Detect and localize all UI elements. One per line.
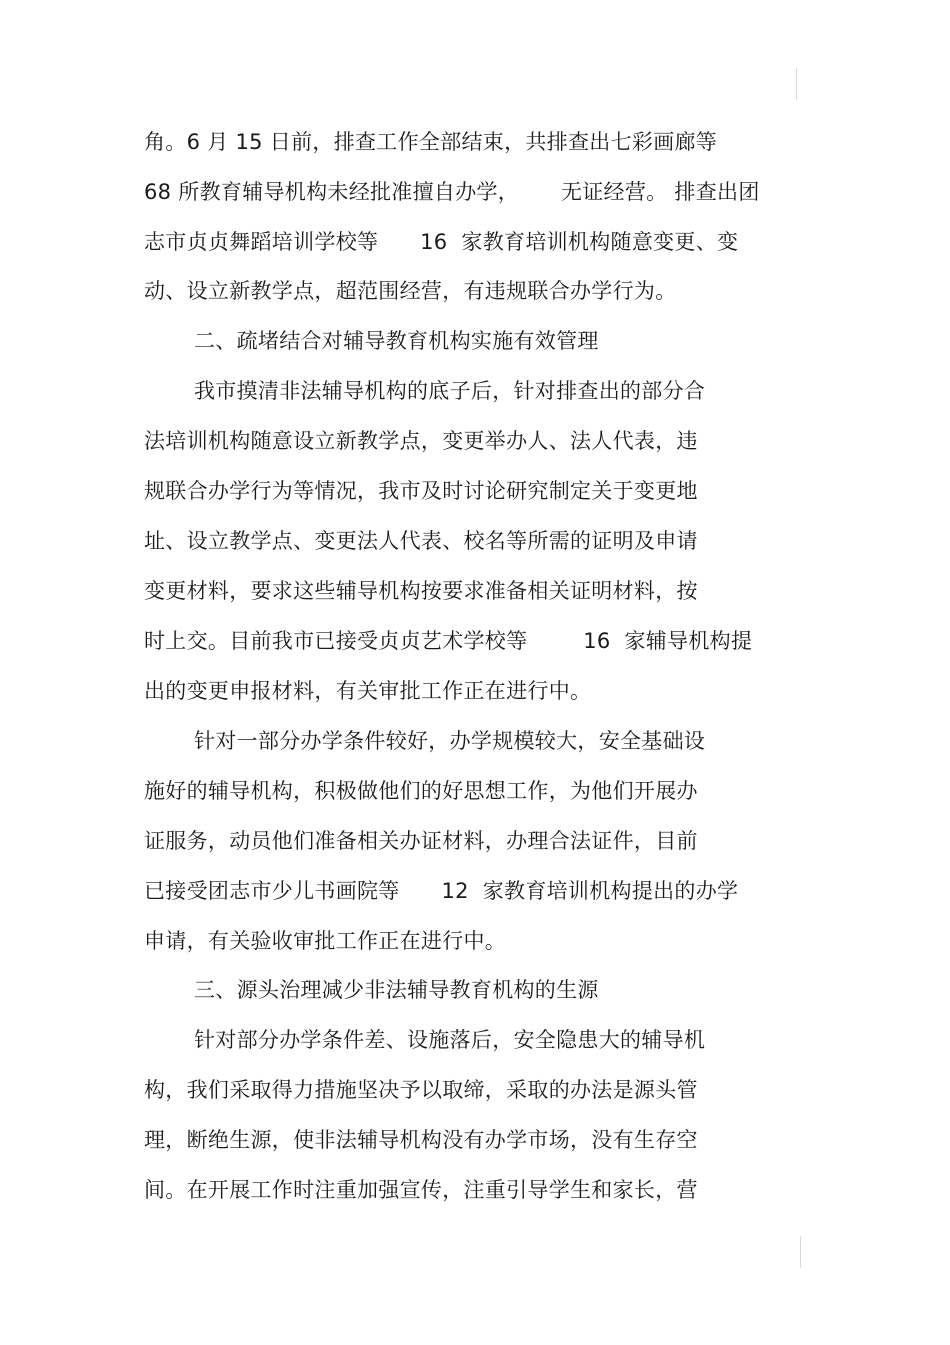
text-line: 规联合办学行为等情况，我市及时讨论研究制定关于变更地 (144, 479, 698, 503)
text-line: 构，我们采取得力措施坚决予以取缔，采取的办法是源头管 (144, 1078, 698, 1102)
text-line: 出的变更申报材料，有关审批工作正在进行中。 (144, 679, 592, 703)
text-line: 志市贞贞舞蹈培训学校等 16 家教育培训机构随意变更、变 (144, 230, 739, 254)
text-line: 理，断绝生源，使非法辅导机构没有办学市场，没有生存空 (144, 1128, 698, 1152)
text-line: 68 所教育辅导机构未经批准擅自办学， 无证经营。 排查出团 (144, 180, 760, 204)
text-line: 针对部分办学条件差、设施落后，安全隐患大的辅导机 (194, 1028, 706, 1052)
text-line: 已接受团志市少儿书画院等 12 家教育培训机构提出的办学 (144, 879, 739, 903)
text-line: 变更材料，要求这些辅导机构按要求准备相关证明材料，按 (144, 579, 698, 603)
text-line: 时上交。目前我市已接受贞贞艺术学校等 16 家辅导机构提 (144, 629, 753, 653)
text-line: 施好的辅导机构，积极做他们的好思想工作，为他们开展办 (144, 779, 698, 803)
text-line: 我市摸清非法辅导机构的底子后，针对排查出的部分合 (194, 379, 706, 403)
text-line: 针对一部分办学条件较好，办学规模较大，安全基础设 (194, 729, 706, 753)
text-line: 间。在开展工作时注重加强宣传，注重引导学生和家长，营 (144, 1178, 698, 1202)
page-edge-mark-top (796, 68, 797, 100)
text-line: 角。6 月 15 日前，排查工作全部结束，共排查出七彩画廊等 (144, 130, 718, 154)
text-line: 证服务，动员他们准备相关办证材料，办理合法证件，目前 (144, 829, 698, 853)
text-line: 法培训机构随意设立新教学点，变更举办人、法人代表，违 (144, 429, 698, 453)
page-edge-mark-bottom (800, 1236, 801, 1268)
text-line: 址、设立教学点、变更法人代表、校名等所需的证明及申请 (144, 529, 698, 553)
text-line: 申请，有关验收审批工作正在进行中。 (144, 929, 507, 953)
section-heading: 二、疏堵结合对辅导教育机构实施有效管理 (194, 329, 599, 353)
text-line: 动、设立新教学点，超范围经营，有违规联合办学行为。 (144, 279, 677, 303)
section-heading: 三、源头治理减少非法辅导教育机构的生源 (194, 978, 599, 1002)
